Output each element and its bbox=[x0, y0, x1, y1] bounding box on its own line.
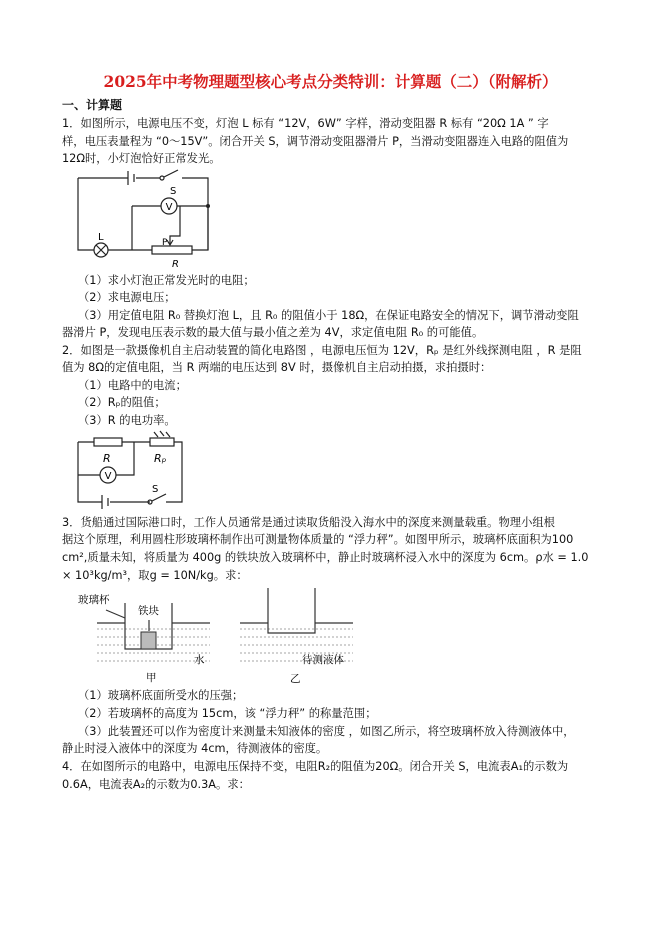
q1-line: 12Ω时，小灯泡恰好正常发光。 bbox=[62, 152, 221, 165]
q1-sub: （3）用定值电阻 R₀ 替换灯泡 L，且 R₀ 的阻值小于 18Ω，在保证电路安全的情况下，调节滑动变阻 bbox=[78, 309, 579, 322]
q3-sub: 静止时浸入液体中的深度为 4cm，待测液体的密度。 bbox=[62, 742, 328, 755]
q1-sub: 器滑片 P，发现电压表示数的最大值与最小值之差为 4V，求定值电阻 R₀ 的可能值。 bbox=[62, 326, 484, 339]
page-title: 2025年中考物理题型核心考点分类特训：计算题（二）（附解析） bbox=[103, 72, 558, 91]
q3-sub: （2）若玻璃杯的高度为 15cm，该 “浮力秤” 的称量范围； bbox=[78, 707, 377, 720]
q2-circuit-figure bbox=[70, 430, 195, 510]
q2-sub: （3）R 的电功率。 bbox=[78, 414, 176, 427]
cup-label: 玻璃杯 bbox=[78, 594, 110, 606]
iron-label: 铁块 bbox=[138, 605, 159, 617]
section-heading: 一、计算题 bbox=[62, 98, 123, 112]
q3-line: 3．货船通过国际港口时，工作人员通常是通过读取货船没入海水中的深度来测量载重。物理小组根 bbox=[62, 516, 555, 529]
q3-floating-scale-figure bbox=[70, 585, 400, 685]
q3-sub: （3）此装置还可以作为密度计来测量未知液体的密度 ，如图乙所示，将空玻璃杯放入待测液体中， bbox=[78, 725, 575, 738]
slider-label: P bbox=[162, 238, 168, 248]
q1-line: 样，电压表量程为 “0～15V”。闭合开关 S，调节滑动变阻器滑片 P，当滑动变阻器连入电路的阻值为 bbox=[62, 135, 569, 148]
rheostat-label: R bbox=[172, 259, 179, 270]
q2-line: 2．如图是一款摄像机自主启动装置的简化电路图 ，电源电压恒为 12V，Rₚ 是红外线探测电阻 ，R 是阻 bbox=[62, 344, 582, 357]
voltmeter-label: V bbox=[165, 202, 173, 213]
q2-line: 值为 8Ω的定值电阻，当 R 两端的电压达到 8V 时，摄像机自主启动拍摄，求拍摄时： bbox=[62, 361, 492, 374]
water-label: 水 bbox=[194, 654, 205, 666]
figure-jia-caption: 甲 bbox=[146, 672, 157, 684]
q1-circuit-figure bbox=[70, 168, 220, 270]
q3-line: 据这个原理，利用圆柱形玻璃杯制作出可测量物体质量的 “浮力秤”。如图甲所示，玻璃杯底面积为100 bbox=[62, 533, 574, 546]
q3-line: cm²,质量未知，将质量为 400g 的铁块放入玻璃杯中，静止时玻璃杯浸入水中的深度为 6cm。ρ水 = 1.0 bbox=[62, 551, 589, 564]
resistor-label: R bbox=[103, 452, 111, 465]
switch-label: S bbox=[170, 186, 177, 197]
liquid-label: 待测液体 bbox=[302, 654, 344, 666]
lamp-label: L bbox=[98, 232, 104, 243]
q1-line: 1．如图所示，电源电压不变，灯泡 L 标有 “12V，6W” 字样，滑动变阻器 R 标有 “20Ω 1A ” 字 bbox=[62, 117, 549, 130]
q2-sub: （1）电路中的电流； bbox=[78, 379, 187, 392]
voltmeter-label: V bbox=[104, 471, 112, 482]
q1-sub: （1）求小灯泡正常发光时的电阻； bbox=[78, 274, 255, 287]
sensor-resistor-label: Rₚ bbox=[154, 452, 167, 465]
q4-line: 0.6A，电流表A₂的示数为0.3A。求： bbox=[62, 778, 250, 791]
q2-sub: （2）Rₚ的阻值； bbox=[78, 396, 166, 409]
q1-sub: （2）求电源电压； bbox=[78, 291, 176, 304]
q4-line: 4．在如图所示的电路中，电源电压保持不变，电阻R₂的阻值为20Ω。闭合开关 S，电流表A₁的示数为 bbox=[62, 760, 569, 773]
switch-label: S bbox=[152, 484, 159, 495]
q3-sub: （1）玻璃杯底面所受水的压强； bbox=[78, 689, 244, 702]
q3-line: × 10³kg/m³，取g = 10N/kg。求： bbox=[62, 569, 248, 582]
figure-yi-caption: 乙 bbox=[290, 673, 301, 685]
